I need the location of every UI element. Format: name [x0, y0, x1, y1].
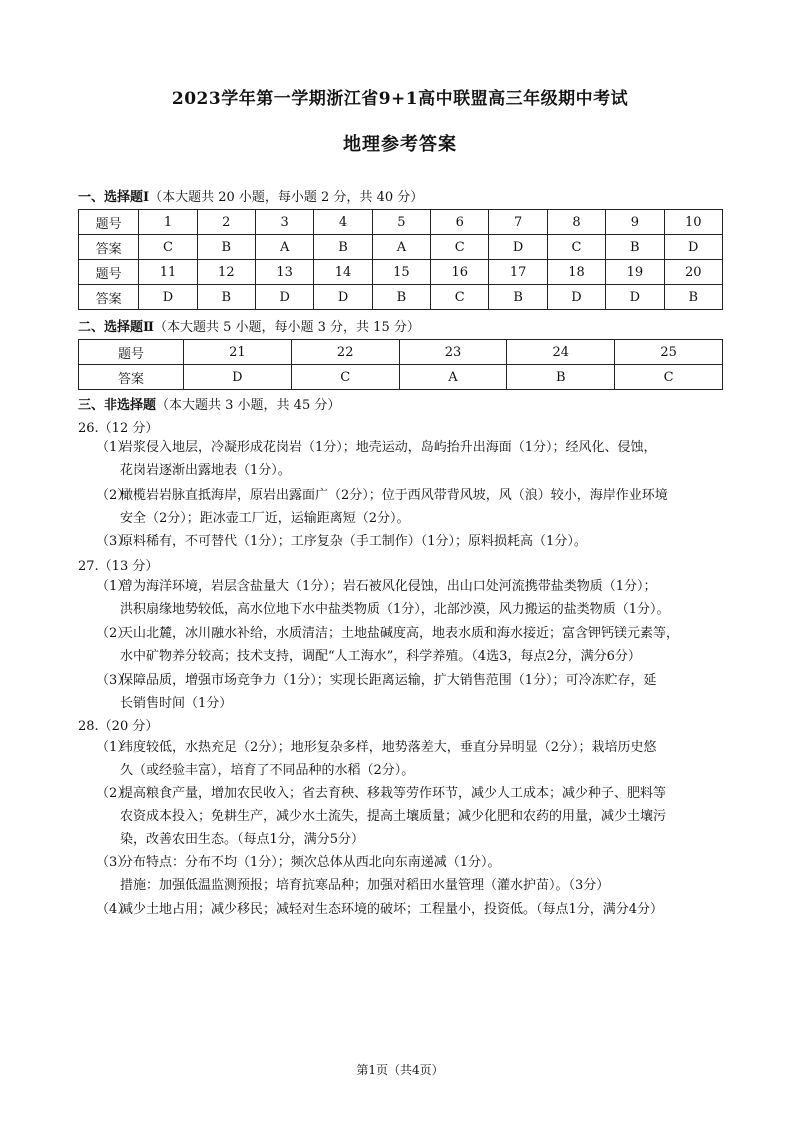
- row-label-answer: 答案: [79, 285, 139, 310]
- answer-cell: D: [489, 235, 547, 260]
- answer-line: 减少土地占用；减少移民；减轻对生态环境的破坏；工程量小，投资低。（每点1分，满分4分）: [120, 902, 664, 917]
- answer-line: 花岗岩逐渐出露地表（1分）。: [120, 463, 291, 478]
- answer-cell: B: [197, 285, 255, 310]
- answer-line: 长销售时间（1分）: [120, 696, 233, 711]
- table-row: [79, 365, 723, 390]
- answer-cell: C: [431, 285, 489, 310]
- answer-cell: D: [256, 285, 314, 310]
- item-number: （1）: [96, 579, 131, 594]
- q26-item-1: [96, 436, 726, 482]
- answer-subtitle: 地理参考答案: [343, 134, 457, 155]
- page-number: 第1页（共4页）: [356, 1063, 444, 1077]
- answer-cell: A: [372, 235, 430, 260]
- question-number: 5: [372, 210, 430, 235]
- question-number: 1: [139, 210, 197, 235]
- section2-note: （本大题共 5 小题，每小题 3 分，共 15 分）: [153, 320, 420, 335]
- answer-line: 安全（2分）；距冰壶工厂近，运输距离短（2分）。: [120, 511, 410, 526]
- answer-cell: C: [615, 365, 723, 390]
- question-number: 4: [314, 210, 372, 235]
- table-row: [79, 235, 723, 260]
- q27-item-3: [96, 669, 726, 715]
- question-number: 10: [664, 210, 722, 235]
- answer-line: 天山北麓，冰川融水补给，水质清洁；土地盐碱度高，地表水质和海水接近；富含钾钙镁元素等，: [120, 626, 680, 641]
- question-number: 17: [489, 260, 547, 285]
- item-number: （3）: [96, 673, 131, 688]
- answer-cell: C: [139, 235, 197, 260]
- q28-item-1: [96, 736, 726, 782]
- section3-note: （本大题共 3 小题，共 45 分）: [156, 398, 341, 413]
- answer-cell: B: [606, 235, 664, 260]
- answer-line: 曾为海洋环境，岩层含盐量大（1分）；岩石被风化侵蚀，出山口处河流携带盐类物质（1分）；: [120, 579, 657, 594]
- answer-line: 橄榄岩岩脉直抵海岸，原岩出露面广（2分）；位于西风带背风坡，风（浪）较小，海岸作业环境: [120, 488, 668, 503]
- section1-note: （本大题共 20 小题，每小题 2 分，共 40 分）: [149, 190, 424, 205]
- question-number: 25: [615, 340, 723, 365]
- question-number: 8: [547, 210, 605, 235]
- answer-cell: B: [197, 235, 255, 260]
- table-row: [79, 210, 723, 235]
- answer-cell: C: [291, 365, 399, 390]
- q28-item-2: [96, 782, 726, 851]
- answer-cell: D: [139, 285, 197, 310]
- section3-label: 三、非选择题: [78, 398, 157, 413]
- q27-heading: 27.（13 分）: [78, 559, 159, 574]
- q26-item-3: [96, 530, 726, 553]
- row-label-question: 题号: [79, 340, 184, 365]
- answer-line: 农资成本投入；免耕生产，减少水土流失，提高土壤质量；减少化肥和农药的用量，减少土壤污: [120, 809, 667, 824]
- question-number: 15: [372, 260, 430, 285]
- answer-line: 措施：加强低温监测预报；培育抗寒品种；加强对稻田水量管理（灌水护苗）。（3分）: [120, 878, 610, 893]
- row-label-answer: 答案: [79, 365, 184, 390]
- question-number: 11: [139, 260, 197, 285]
- question-number: 14: [314, 260, 372, 285]
- q28-heading: 28.（20 分）: [78, 719, 159, 734]
- answer-cell: D: [184, 365, 292, 390]
- row-label-question: 题号: [79, 210, 139, 235]
- item-number: （4）: [96, 902, 131, 917]
- section2-answer-table: [78, 339, 723, 390]
- item-number: （1）: [96, 740, 131, 755]
- answer-cell: C: [547, 235, 605, 260]
- question-number: 2: [197, 210, 255, 235]
- q28-item-3: [96, 851, 726, 897]
- item-number: （3）: [96, 855, 131, 870]
- section1-label: 一、选择题Ⅰ: [78, 190, 150, 205]
- answer-line: 岩浆侵入地层，冷凝形成花岗岩（1分）；地壳运动，岛屿抬升出海面（1分）；经风化、侵蚀，: [120, 440, 657, 455]
- question-number: 16: [431, 260, 489, 285]
- row-label-answer: 答案: [79, 235, 139, 260]
- answer-line: 水中矿物养分较高；技术支持，调配“人工海水”，科学养殖。（4选3，每点2分，满分6分）: [120, 649, 641, 664]
- item-number: （2）: [96, 626, 131, 641]
- question-number: 12: [197, 260, 255, 285]
- section1-answer-table: [78, 209, 723, 310]
- answer-line: 纬度较低，水热充足（2分）；地形复杂多样，地势落差大，垂直分异明显（2分）；栽培历史悠: [120, 740, 657, 755]
- answer-line: 染，改善农田生态。（每点1分，满分5分）: [120, 832, 365, 847]
- answer-line: 原料稀有，不可替代（1分）；工序复杂（手工制作）（1分）；原料损耗高（1分）。: [120, 534, 587, 549]
- table-row: [79, 285, 723, 310]
- question-number: 6: [431, 210, 489, 235]
- answer-cell: D: [606, 285, 664, 310]
- question-number: 21: [184, 340, 292, 365]
- answer-cell: D: [547, 285, 605, 310]
- question-number: 3: [256, 210, 314, 235]
- q26-item-2: [96, 484, 726, 530]
- q27-item-2: [96, 622, 726, 668]
- answer-line: 保障品质，增强市场竞争力（1分）；实现长距离运输，扩大销售范围（1分）；可冷冻贮存，延: [120, 673, 657, 688]
- q28-item-4: [96, 898, 726, 921]
- answer-line: 洪积扇缘地势较低，高水位地下水中盐类物质（1分），北部沙漠，风力搬运的盐类物质（1分）。: [120, 602, 670, 617]
- question-number: 18: [547, 260, 605, 285]
- answer-cell: D: [664, 235, 722, 260]
- question-number: 23: [399, 340, 507, 365]
- question-number: 20: [664, 260, 722, 285]
- q26-heading: 26.（12 分）: [78, 421, 159, 436]
- q27-item-1: [96, 575, 726, 621]
- question-number: 19: [606, 260, 664, 285]
- exam-title: 2023学年第一学期浙江省9+1高中联盟高三年级期中考试: [171, 89, 629, 109]
- question-number: 22: [291, 340, 399, 365]
- answer-line: 分布特点：分布不均（1分）；频次总体从西北向东南递减（1分）。: [120, 855, 501, 870]
- answer-cell: A: [256, 235, 314, 260]
- section2-heading: [78, 316, 420, 335]
- item-number: （2）: [96, 488, 131, 503]
- row-label-question: 题号: [79, 260, 139, 285]
- item-number: （2）: [96, 786, 131, 801]
- answer-line: 久（或经验丰富），培育了不同品种的水稻（2分）。: [120, 763, 415, 778]
- table-row: [79, 260, 723, 285]
- question-number: 13: [256, 260, 314, 285]
- answer-cell: D: [314, 285, 372, 310]
- answer-cell: C: [431, 235, 489, 260]
- item-number: （3）: [96, 534, 131, 549]
- answer-cell: B: [489, 285, 547, 310]
- answer-line: 提高粮食产量，增加农民收入；省去育秧、移栽等劳作环节，减少人工成本；减少种子、肥料等: [120, 786, 667, 801]
- table-row: [79, 340, 723, 365]
- question-number: 9: [606, 210, 664, 235]
- section3-heading: [78, 394, 340, 413]
- answer-cell: A: [399, 365, 507, 390]
- section2-label: 二、选择题Ⅱ: [78, 320, 154, 335]
- section1-heading: [78, 186, 423, 205]
- answer-cell: B: [664, 285, 722, 310]
- item-number: （1）: [96, 440, 131, 455]
- answer-cell: B: [314, 235, 372, 260]
- question-number: 24: [507, 340, 615, 365]
- answer-cell: B: [372, 285, 430, 310]
- answer-cell: B: [507, 365, 615, 390]
- question-number: 7: [489, 210, 547, 235]
